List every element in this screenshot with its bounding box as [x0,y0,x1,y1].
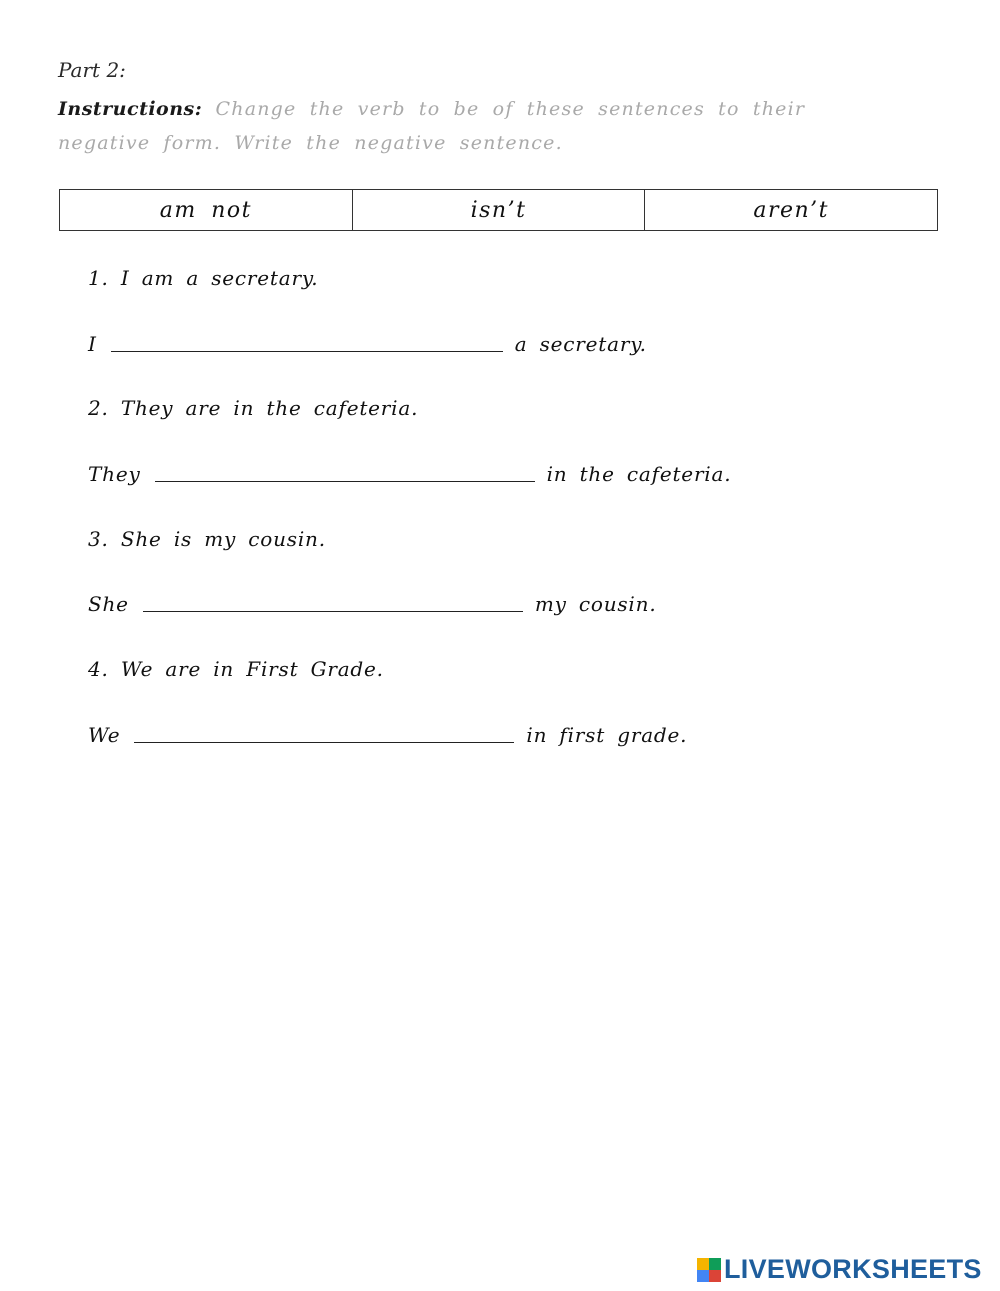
exercise-question [88,396,418,420]
answer-suffix: in the cafeteria. [546,462,732,486]
answer-blank[interactable] [134,724,514,743]
exercise-answer-line [88,592,656,616]
word-bank-cell: am not [159,197,252,223]
logo-mark-icon [697,1258,721,1282]
instructions-text: Change the verb to be of these sentences to their negative form. Write the negative sentence. [58,98,806,154]
answer-blank[interactable] [155,463,535,482]
exercise-question [88,266,318,290]
answer-blank[interactable] [111,333,503,352]
exercise-answer-line [88,462,731,486]
answer-suffix: my cousin. [534,592,657,616]
question-text: 3. She is my cousin. [88,527,326,551]
question-text: 2. They are in the cafeteria. [88,396,419,420]
answer-suffix: a secretary. [514,332,647,356]
question-text: 4. We are in First Grade. [88,657,384,681]
answer-prefix: I [88,332,97,356]
exercise-question [88,657,384,681]
instructions [58,92,898,160]
liveworksheets-logo [697,1254,982,1285]
exercise-question [88,527,326,551]
answer-suffix: in first grade. [526,723,688,747]
logo-square [697,1270,709,1282]
exercise-answer-line [88,723,687,747]
answer-prefix: We [88,723,121,747]
logo-text: LIVEWORKSHEETS [724,1254,982,1284]
answer-prefix: She [88,592,129,616]
answer-prefix: They [88,462,141,486]
instructions-label: Instructions: [58,98,203,120]
part-title: Part 2: [58,58,126,82]
word-bank-table [59,189,938,231]
exercise-answer-line [88,332,647,356]
word-bank-cell: isn’t [352,190,645,230]
question-text: 1. I am a secretary. [88,266,319,290]
logo-square [709,1258,721,1270]
logo-square [697,1258,709,1270]
answer-blank[interactable] [143,593,523,612]
word-bank-cell: aren’t [644,190,937,230]
logo-square [709,1270,721,1282]
